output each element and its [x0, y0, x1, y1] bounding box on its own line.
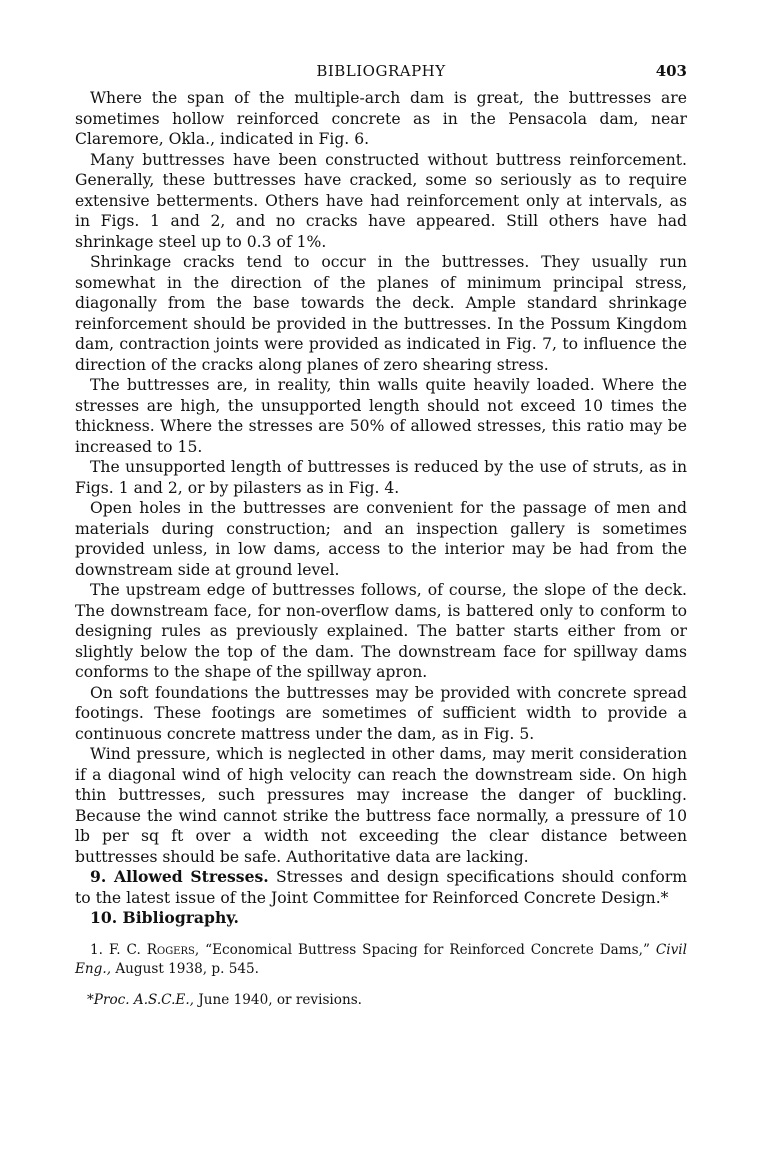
section-10-heading: 10. Bibliography.: [90, 908, 239, 927]
page: [75, 62, 687, 1009]
page-number: 403: [655, 62, 687, 80]
footnote-text: June 1940, or revisions.: [198, 991, 363, 1008]
bibliography-title: “Economical Buttress Spacing for Reinforced Concrete Dams,”: [205, 941, 650, 958]
section-9-text: Stresses and design specifications should conform to the latest issue of the Joint Committee for Reinforced Concrete Design.*: [75, 868, 688, 907]
bibliography-number: 1.: [90, 941, 103, 958]
paragraph: The unsupported length of buttresses is reduced by the use of struts, as in Figs. 1 and 2, or by pilasters as in Fig. 4.: [75, 458, 687, 497]
section-9-heading: 9. Allowed Stresses.: [90, 867, 269, 886]
footnote-source: Proc. A.S.C.E.,: [93, 991, 194, 1008]
footnote: [75, 991, 687, 1009]
bibliography-entry: [75, 941, 687, 979]
running-header: [75, 62, 687, 88]
bibliography-author: F. C. Rogers,: [108, 941, 200, 958]
paragraph: Wind pressure, which is neglected in other dams, may merit consideration if a diagonal wind of high velocity can reach the downstream side. On high thin buttresses, such pressures may increase the danger of buckling. Because the wind cannot strike the buttress face normally, a pressure of 10 lb per sq ft over a width not exceeding the clear distance between buttresses should be safe. Authoritative data are lacking.: [75, 745, 687, 866]
body-text: [75, 88, 687, 929]
section-10-paragraph: [75, 908, 687, 929]
bibliography-journal: Civil Eng.,: [75, 941, 687, 977]
paragraph: Many buttresses have been constructed without buttress reinforcement. Generally, these buttresses have cracked, some so seriously as to require extensive betterments. Others have had reinforcement only at intervals, as in Figs. 1 and 2, and no cracks have appeared. Still others have had shrinkage steel up to 0.3 of 1%.: [75, 150, 687, 251]
section-9-paragraph: [75, 867, 687, 908]
footnote-marker: *: [87, 991, 94, 1008]
paragraph: The upstream edge of buttresses follows, of course, the slope of the deck. The downstream face, for non-overflow dams, is battered only to conform to designing rules as previously explained. The batter starts either from or slightly below the top of the dam. The downstream face for spillway dams conforms to the shape of the spillway apron.: [75, 581, 687, 681]
paragraph: Shrinkage cracks tend to occur in the buttresses. They usually run somewhat in the direction of the planes of minimum principal stress, diagonally from the base towards the deck. Ample standard shrinkage reinforcement should be provided in the buttresses. In the Possum Kingdom dam, contraction joints were provided as indicated in Fig. 7, to influence the direction of the cracks along planes of zero shearing stress.: [75, 253, 687, 374]
paragraph: The buttresses are, in reality, thin walls quite heavily loaded. Where the stresses are high, the unsupported length should not exceed 10 times the thickness. Where the stresses are 50% of allowed stresses, this ratio may be increased to 15.: [75, 376, 687, 456]
paragraph: Where the span of the multiple-arch dam is great, the buttresses are sometimes hollow reinforced concrete as in the Pensacola dam, near Claremore, Okla., indicated in Fig. 6.: [75, 89, 687, 148]
running-head-title: BIBLIOGRAPHY: [316, 62, 446, 80]
bibliography-details: August 1938, p. 545.: [115, 960, 259, 977]
paragraph: On soft foundations the buttresses may be provided with concrete spread footings. These footings are sometimes of sufficient width to provide a continuous concrete mattress under the dam, as in Fig. 5.: [75, 683, 687, 743]
paragraph: Open holes in the buttresses are convenient for the passage of men and materials during construction; and an inspection gallery is sometimes provided unless, in low dams, access to the interior may be had from the downstream side at ground level.: [75, 499, 687, 579]
